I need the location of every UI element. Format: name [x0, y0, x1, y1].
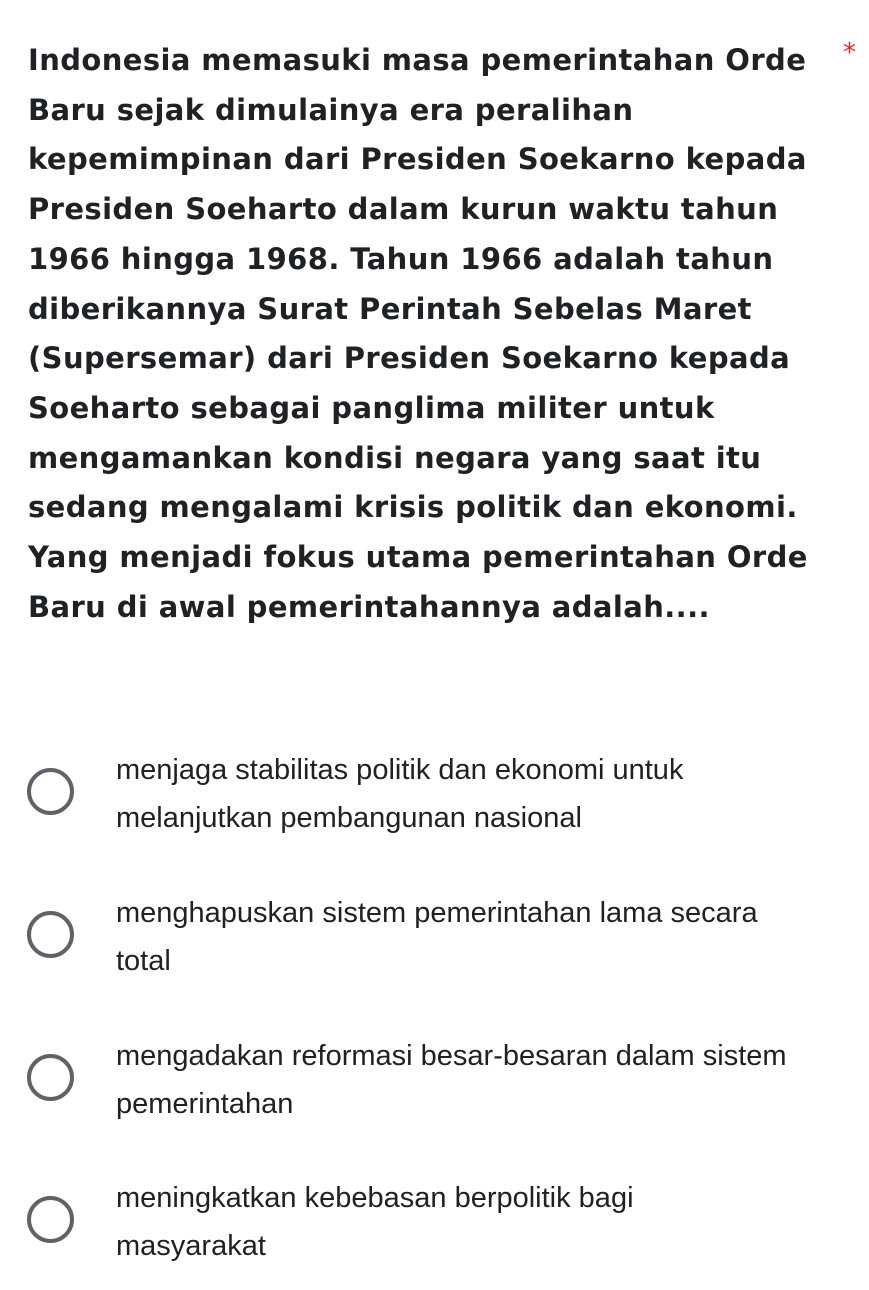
option-label: menjaga stabilitas politik dan ekonomi untuk melanjutkan pembangunan nasional: [116, 754, 684, 834]
option-label: mengadakan reformasi besar-besaran dalam sistem pemerintahan: [116, 1040, 787, 1120]
option-1[interactable]: [0, 742, 869, 862]
radio-button[interactable]: [27, 768, 74, 815]
question-text: Indonesia memasuki masa pemerintahan Orde Baru sejak dimulainya era peralihan kepemimpinan dari Presiden Soekarno kepada Presiden Soeharto dalam kurun waktu tahun 1966 hingga 1968. Tahun 1966 adalah tahun diberikannya Surat Perintah Sebelas Maret (Supersemar) dari Presiden Soekarno kepada Soeharto sebagai panglima militer untuk mengamankan kondisi negara yang saat itu sedang mengalami krisis politik dan ekonomi. Yang menjadi fokus utama pemerintahan Orde Baru di awal pemerintahannya adalah....: [28, 43, 808, 624]
option-3[interactable]: [0, 1028, 869, 1148]
option-label: meningkatkan kebebasan berpolitik bagi masyarakat: [116, 1182, 634, 1262]
option-label: menghapuskan sistem pemerintahan lama secara total: [116, 897, 758, 977]
option-4[interactable]: [0, 1170, 869, 1290]
radio-button[interactable]: [27, 1054, 74, 1101]
option-2[interactable]: [0, 885, 869, 1005]
radio-button[interactable]: [27, 911, 74, 958]
radio-button[interactable]: [27, 1196, 74, 1243]
required-asterisk: *: [843, 38, 856, 68]
